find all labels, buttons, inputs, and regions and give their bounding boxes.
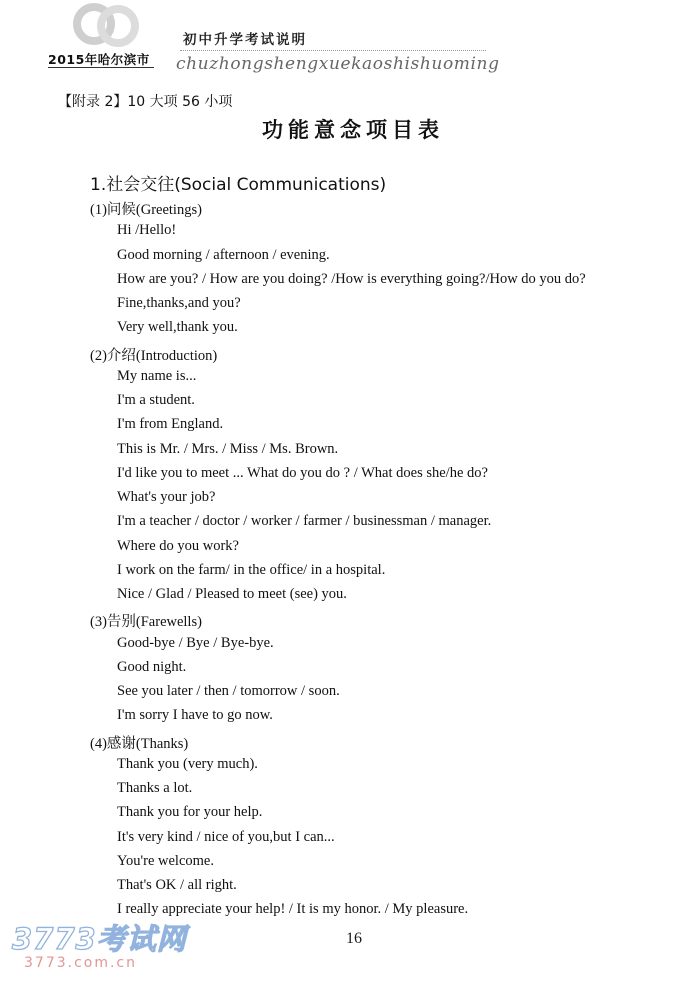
appendix-label: 【附录 2】10 大项 56 小项 [58, 94, 233, 110]
header-year-city [48, 50, 150, 68]
phrase-line: You're welcome. [117, 852, 214, 869]
header-year-city-text: 2015年哈尔滨市 [48, 52, 150, 67]
watermark-logo: 3773考试网 [12, 922, 187, 956]
page-title: 功能意念项目表 [262, 118, 444, 142]
phrase-line: I work on the farm/ in the office/ in a hospital. [117, 561, 386, 578]
phrase-line: It's very kind / nice of you,but I can... [117, 828, 335, 845]
phrase-line: Good morning / afternoon / evening. [117, 246, 330, 263]
subsection-heading: (3)告别(Farewells) [90, 614, 202, 631]
phrase-line: Nice / Glad / Pleased to meet (see) you. [117, 586, 347, 602]
phrase-line: What's your job? [117, 489, 216, 505]
header-dotted-divider [180, 50, 486, 51]
phrase-line: I'd like you to meet ... What do you do ? / What does she/he do? [117, 464, 488, 481]
header-pinyin: chuzhongshengxuekaoshishuoming [176, 54, 500, 74]
phrase-line: My name is... [117, 367, 197, 384]
header-series-title: 初中升学考试说明 [183, 32, 307, 48]
phrase-line: I'm sorry I have to go now. [117, 707, 273, 724]
phrase-line: Fine,thanks,and you? [117, 295, 241, 311]
phrase-line: Hi /Hello! [117, 222, 177, 239]
phrase-line: I'm from England. [117, 416, 224, 433]
phrase-line: Thank you for your help. [117, 804, 263, 821]
subsection-heading: (4)感谢(Thanks) [90, 735, 189, 752]
watermark-url: 3773.com.cn [24, 955, 137, 971]
phrase-line: Good night. [117, 658, 187, 675]
subsection-heading: (1)问候(Greetings) [90, 202, 202, 218]
phrase-line: Thanks a lot. [117, 780, 193, 796]
phrase-line: Very well,thank you. [117, 319, 238, 336]
header-underline [48, 67, 154, 68]
subsection-heading: (2)介绍(Introduction) [90, 347, 218, 364]
phrase-line: Good-bye / Bye / Bye-bye. [117, 634, 274, 651]
phrase-line: Thank you (very much). [117, 755, 258, 772]
section-heading: 1.社会交往(Social Communications) [90, 175, 387, 195]
phrase-line: This is Mr. / Mrs. / Miss / Ms. Brown. [117, 440, 339, 457]
phrase-line: I'm a student. [117, 392, 195, 408]
phrase-line: See you later / then / tomorrow / soon. [117, 683, 340, 699]
phrase-line: That's OK / all right. [117, 877, 237, 893]
phrase-line: Where do you work? [117, 537, 239, 554]
phrase-line: I really appreciate your help! / It is my honor. / My pleasure. [117, 901, 469, 918]
phrase-line: I'm a teacher / doctor / worker / farmer / businessman / manager. [117, 513, 492, 530]
page-number: 16 [346, 930, 362, 947]
phrase-line: How are you? / How are you doing? /How is everything going?/How do you do? [117, 270, 586, 287]
